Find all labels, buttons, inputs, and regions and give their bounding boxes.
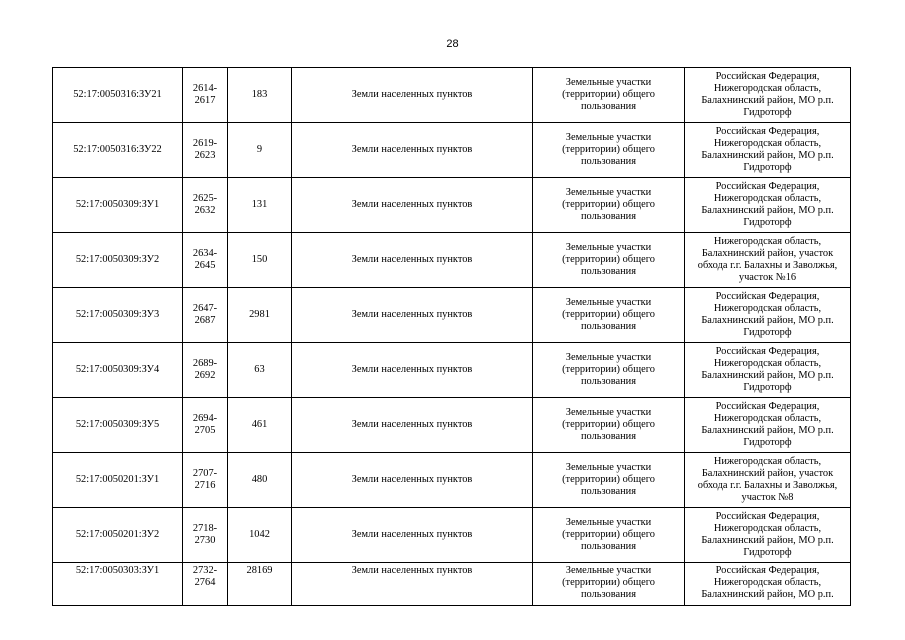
text-line: Российская Федерация, [715, 180, 820, 192]
text-line: 2716 [194, 480, 216, 491]
address-cell [685, 68, 851, 123]
text-line: 2764 [194, 577, 216, 589]
area-cell: 480 [228, 453, 292, 508]
text-line: Нижегородская область, [713, 235, 822, 247]
text-line: пользования [580, 431, 637, 443]
text-line: 2692 [194, 370, 216, 381]
land-category-cell: Земли населенных пунктов [292, 68, 533, 123]
land-category-cell: Земли населенных пунктов [292, 563, 533, 606]
text-line: Земельные участки [565, 241, 652, 253]
text-line: Российская Федерация, [715, 565, 820, 576]
table-row [53, 233, 851, 288]
text-line: пользования [580, 376, 637, 388]
text-line: Российская Федерация, [715, 125, 820, 137]
address-cell [685, 123, 851, 178]
text-line: Российская Федерация, [715, 345, 820, 357]
text-line: Российская Федерация, [715, 400, 820, 412]
text-line: 2634- [192, 247, 218, 259]
permitted-use-cell [533, 453, 685, 508]
text-line: пользования [580, 211, 637, 223]
land-category-cell: Земли населенных пунктов [292, 288, 533, 343]
area-cell: 1042 [228, 508, 292, 563]
cadastral-number-cell: 52:17:0050309:ЗУ3 [53, 288, 183, 343]
text-line: пользования [580, 266, 637, 278]
text-line: Балахнинский район, МО р.п. [701, 205, 834, 216]
text-line: Гидроторф [743, 437, 792, 449]
permitted-use-cell [533, 563, 685, 606]
text-line: Земельные участки [565, 76, 652, 88]
points-range-cell [183, 398, 228, 453]
area-cell: 461 [228, 398, 292, 453]
points-range-cell [183, 233, 228, 288]
text-line: пользования [580, 156, 637, 168]
text-line: Гидроторф [743, 327, 792, 339]
text-line: обхода г.г. Балахны и Заволжья, [697, 260, 838, 271]
address-cell [685, 343, 851, 398]
text-line: Балахнинский район, участок [701, 247, 834, 259]
cadastral-number-cell: 52:17:0050303:ЗУ1 [53, 563, 183, 606]
text-line: 2705 [194, 425, 216, 436]
text-line: Земельные участки [565, 461, 652, 473]
table-row [53, 563, 851, 606]
text-line: 2730 [194, 535, 216, 546]
address-cell [685, 233, 851, 288]
table-row [53, 123, 851, 178]
permitted-use-cell [533, 343, 685, 398]
text-line: 2614- [192, 82, 218, 94]
text-line: участок №16 [738, 272, 797, 284]
text-line: Земельные участки [565, 131, 652, 143]
text-line: Гидроторф [743, 382, 792, 394]
area-cell: 63 [228, 343, 292, 398]
text-line: Балахнинский район, участок [701, 467, 834, 479]
text-line: Российская Федерация, [715, 290, 820, 302]
text-line: 2647- [192, 302, 218, 314]
text-line: Гидроторф [743, 162, 792, 174]
text-line: 2632 [194, 205, 216, 216]
table-row [53, 453, 851, 508]
text-line: Гидроторф [743, 547, 792, 559]
text-line: пользования [580, 486, 637, 498]
cadastral-number-cell: 52:17:0050309:ЗУ4 [53, 343, 183, 398]
text-line: участок №8 [741, 492, 794, 504]
address-cell [685, 288, 851, 343]
text-line: 2707- [192, 467, 218, 479]
text-line: Нижегородская область, [713, 577, 822, 589]
text-line: Нижегородская область, [713, 302, 822, 314]
text-line: Российская Федерация, [715, 510, 820, 522]
cadastral-number-cell: 52:17:0050316:ЗУ22 [53, 123, 183, 178]
points-range-cell [183, 343, 228, 398]
text-line: пользования [580, 101, 637, 113]
text-line: пользования [580, 541, 637, 553]
address-cell [685, 563, 851, 606]
cadastral-number-cell: 52:17:0050309:ЗУ1 [53, 178, 183, 233]
points-range-cell [183, 288, 228, 343]
text-line: Земельные участки [565, 406, 652, 418]
land-category-cell: Земли населенных пунктов [292, 343, 533, 398]
permitted-use-cell [533, 178, 685, 233]
text-line: (территории) общего [562, 473, 655, 485]
page-number: 28 [446, 38, 459, 50]
permitted-use-cell [533, 123, 685, 178]
text-line: 2617 [194, 95, 216, 106]
permitted-use-cell [533, 68, 685, 123]
table-row [53, 178, 851, 233]
text-line: 2732- [192, 565, 218, 576]
text-line: Нижегородская область, [713, 455, 822, 467]
text-line: обхода г.г. Балахны и Заволжья, [697, 480, 838, 491]
table-row [53, 68, 851, 123]
text-line: 2623 [194, 150, 216, 161]
text-line: Балахнинский район, МО р.п. [701, 95, 834, 106]
area-cell: 9 [228, 123, 292, 178]
text-line: 2718- [192, 522, 218, 534]
text-line: Земельные участки [565, 565, 652, 576]
points-range-cell [183, 508, 228, 563]
cadastral-number-cell: 52:17:0050316:ЗУ21 [53, 68, 183, 123]
land-category-cell: Земли населенных пунктов [292, 178, 533, 233]
cadastral-number-cell: 52:17:0050201:ЗУ2 [53, 508, 183, 563]
text-line: (территории) общего [562, 528, 655, 540]
table-row [53, 508, 851, 563]
text-line: Гидроторф [743, 217, 792, 229]
text-line: (территории) общего [562, 253, 655, 265]
text-line: Балахнинский район, МО р.п. [701, 315, 834, 326]
area-cell: 28169 [228, 563, 292, 606]
text-line: Земельные участки [565, 351, 652, 363]
points-range-cell [183, 453, 228, 508]
address-cell [685, 453, 851, 508]
text-line: 2625- [192, 192, 218, 204]
address-cell [685, 398, 851, 453]
area-cell: 183 [228, 68, 292, 123]
table-row [53, 398, 851, 453]
address-cell [685, 508, 851, 563]
text-line: (территории) общего [562, 363, 655, 375]
permitted-use-cell [533, 233, 685, 288]
text-line: Земельные участки [565, 186, 652, 198]
permitted-use-cell [533, 398, 685, 453]
cadastral-number-cell: 52:17:0050309:ЗУ2 [53, 233, 183, 288]
text-line: Российская Федерация, [715, 70, 820, 82]
text-line: Нижегородская область, [713, 357, 822, 369]
text-line: Земельные участки [565, 296, 652, 308]
cadastral-number-cell: 52:17:0050201:ЗУ1 [53, 453, 183, 508]
area-cell: 131 [228, 178, 292, 233]
table-row [53, 288, 851, 343]
text-line: Нижегородская область, [713, 192, 822, 204]
text-line: (территории) общего [562, 577, 655, 589]
text-line: Гидроторф [743, 107, 792, 119]
text-line: Нижегородская область, [713, 82, 822, 94]
text-line: Балахнинский район, МО р.п. [701, 370, 834, 381]
text-line: Балахнинский район, МО р.п. [701, 425, 834, 436]
text-line: пользования [580, 589, 637, 601]
land-category-cell: Земли населенных пунктов [292, 453, 533, 508]
text-line: (территории) общего [562, 308, 655, 320]
text-line: (территории) общего [562, 88, 655, 100]
text-line: Нижегородская область, [713, 137, 822, 149]
text-line: Нижегородская область, [713, 522, 822, 534]
text-line: пользования [580, 321, 637, 333]
address-cell [685, 178, 851, 233]
area-cell: 150 [228, 233, 292, 288]
permitted-use-cell [533, 508, 685, 563]
land-category-cell: Земли населенных пунктов [292, 123, 533, 178]
text-line: (территории) общего [562, 198, 655, 210]
points-range-cell [183, 68, 228, 123]
area-cell: 2981 [228, 288, 292, 343]
text-line: Балахнинский район, МО р.п. [701, 589, 834, 601]
points-range-cell [183, 563, 228, 606]
text-line: Балахнинский район, МО р.п. [701, 535, 834, 546]
text-line: (территории) общего [562, 143, 655, 155]
land-plots-table [52, 67, 851, 606]
text-line: 2689- [192, 357, 218, 369]
text-line: Балахнинский район, МО р.п. [701, 150, 834, 161]
land-category-cell: Земли населенных пунктов [292, 398, 533, 453]
points-range-cell [183, 123, 228, 178]
text-line: 2619- [192, 137, 218, 149]
permitted-use-cell [533, 288, 685, 343]
table-row [53, 343, 851, 398]
text-line: 2687 [194, 315, 216, 326]
text-line: (территории) общего [562, 418, 655, 430]
text-line: 2645 [194, 260, 216, 271]
cadastral-number-cell: 52:17:0050309:ЗУ5 [53, 398, 183, 453]
land-category-cell: Земли населенных пунктов [292, 508, 533, 563]
points-range-cell [183, 178, 228, 233]
text-line: Нижегородская область, [713, 412, 822, 424]
text-line: 2694- [192, 412, 218, 424]
land-category-cell: Земли населенных пунктов [292, 233, 533, 288]
text-line: Земельные участки [565, 516, 652, 528]
